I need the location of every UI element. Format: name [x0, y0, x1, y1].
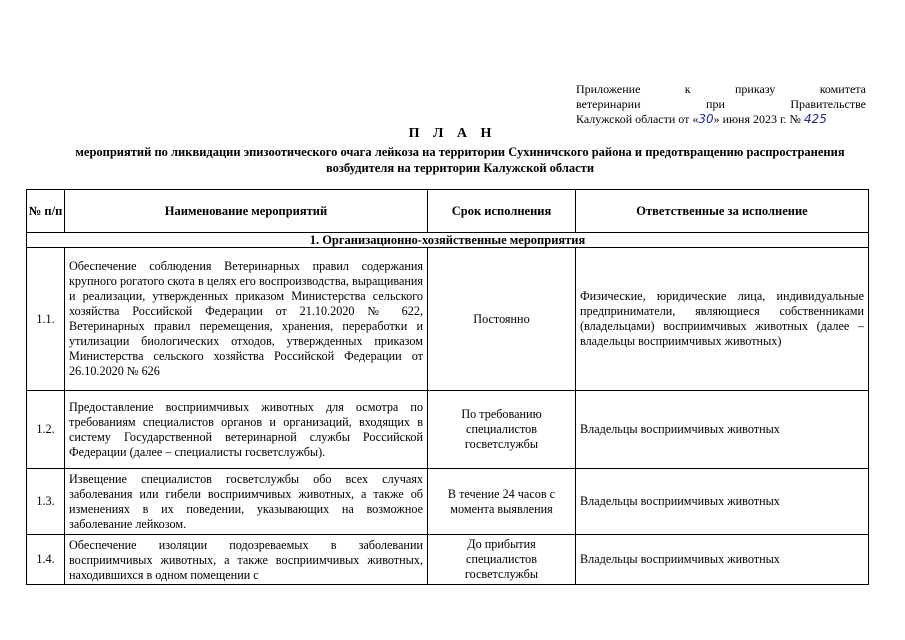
- plan-title: П Л А Н: [408, 126, 497, 141]
- row-name: Извещение специалистов госветслужбы обо всех случаях заболевания или гибели восприимчивых животных, а также об изменениях в их поведении, указывающих на возможное заболевание лейкозом.: [65, 469, 428, 535]
- handwritten-day: 30: [698, 112, 714, 126]
- row-resp: Владельцы восприимчивых животных: [576, 469, 869, 535]
- table-row: [27, 535, 869, 585]
- header-name: Наименование мероприятий: [65, 190, 428, 233]
- row-name: [65, 535, 428, 585]
- row-term: До прибытия специалистов госветслужбы: [428, 535, 576, 585]
- row-num: 1.4.: [27, 535, 65, 585]
- plan-subtitle: мероприятий по ликвидации эпизоотического очага лейкоза на территории Сухиничского района и предотвращению распространения возбудителя на территории Калужской области: [75, 145, 845, 175]
- plan-table: [26, 189, 869, 585]
- header-num: № п/п: [27, 190, 65, 233]
- appendix-word: приказу: [735, 82, 776, 96]
- appendix-date-prefix: Калужской области от «: [576, 112, 699, 126]
- row-resp: Физические, юридические лица, индивидуальные предприниматели, являющиеся собственниками (владельцами) восприимчивых животных (далее – владельцы восприимчивых животных): [576, 248, 869, 391]
- appendix-word: комитета: [819, 82, 866, 96]
- appendix-line-2: [576, 97, 866, 112]
- table-row: [27, 391, 869, 469]
- row-num: 1.2.: [27, 391, 65, 469]
- section-title: 1. Организационно-хозяйственные мероприятия: [27, 233, 869, 248]
- row-term: Постоянно: [428, 248, 576, 391]
- appendix-line-1: [576, 82, 866, 97]
- section-row: [27, 233, 869, 248]
- table-header-row: [27, 190, 869, 233]
- appendix-date-mid: » июня 2023 г. №: [713, 112, 801, 126]
- appendix-word: при: [706, 97, 725, 111]
- table-row: [27, 248, 869, 391]
- row-resp: Владельцы восприимчивых животных: [576, 391, 869, 469]
- row-name: Обеспечение соблюдения Ветеринарных правил содержания крупного рогатого скота в целях его воспроизводства, выращивания и реализации, утвержденных приказом Министерства сельского хозяйства Российской Федерации от 21.10.2020 № 622, Ветеринарных правил перемещения, хранения, переработки и утилизации биологических отходов, утвержденных приказом Министерства сельского хозяйства Российской Федерации от 26.10.2020 № 626: [65, 248, 428, 391]
- row-resp: Владельцы восприимчивых животных: [576, 535, 869, 585]
- row-name-text: Обеспечение изоляции подозреваемых в заболевании восприимчивых животных, а также восприимчивых животных, находившихся в одном помещении с: [69, 537, 423, 582]
- row-term: В течение 24 часов с момента выявления: [428, 469, 576, 535]
- appendix-word: к: [684, 82, 691, 96]
- header-term: Срок исполнения: [428, 190, 576, 233]
- appendix-line-3: [576, 112, 866, 127]
- row-term: По требованию специалистов госветслужбы: [428, 391, 576, 469]
- row-num: 1.3.: [27, 469, 65, 535]
- appendix-note: [576, 82, 866, 127]
- row-name: Предоставление восприимчивых животных для осмотра по требованиям специалистов органов и организаций, входящих в систему Государственной ветеринарной службы Российской Федерации (далее – специалисты госветслужбы).: [65, 391, 428, 469]
- handwritten-order-number: 425: [804, 112, 827, 126]
- appendix-word: ветеринарии: [576, 97, 641, 111]
- table-row: [27, 469, 869, 535]
- appendix-word: Правительстве: [790, 97, 866, 111]
- row-num: 1.1.: [27, 248, 65, 391]
- appendix-word: Приложение: [576, 82, 641, 96]
- header-resp: Ответственные за исполнение: [576, 190, 869, 233]
